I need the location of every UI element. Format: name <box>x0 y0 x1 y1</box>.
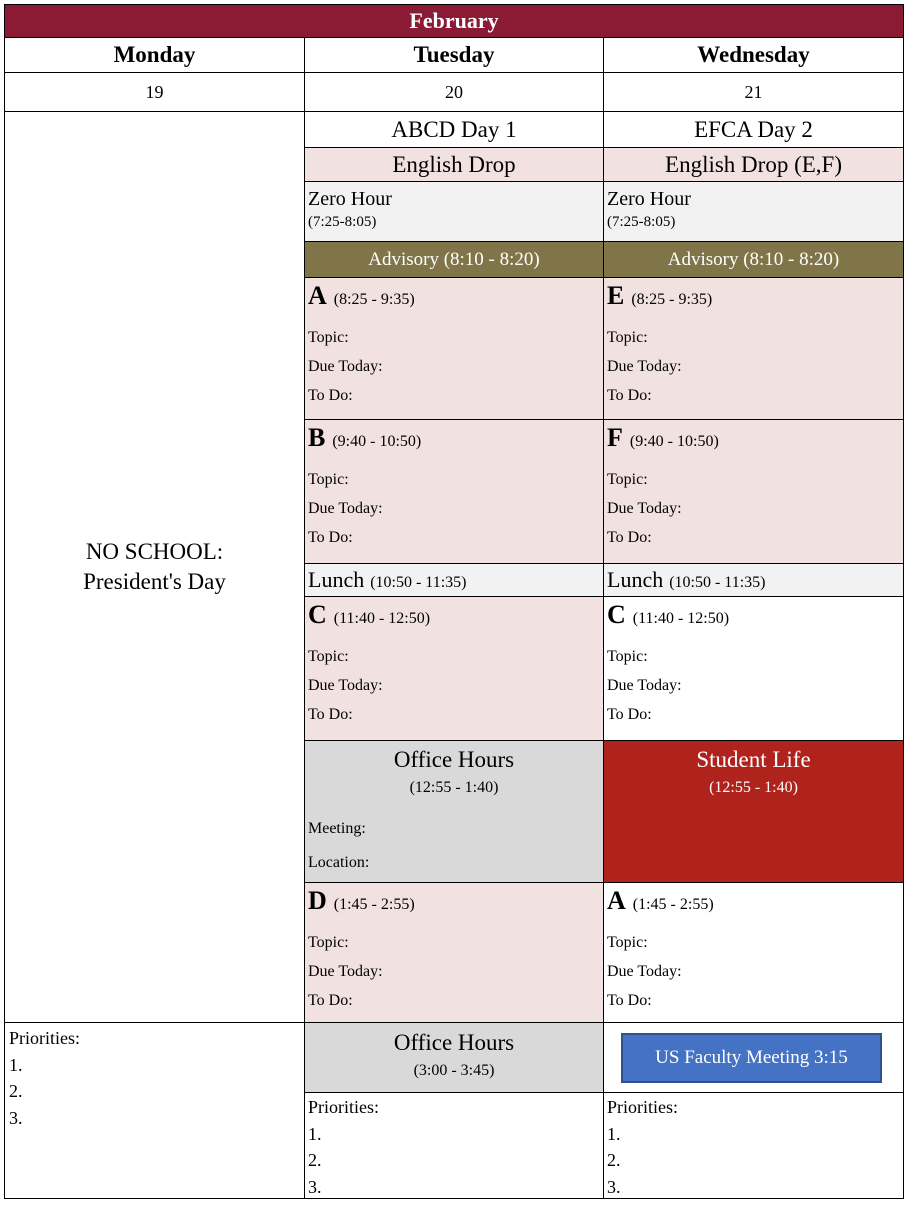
day-type-label: ABCD Day 1 <box>391 116 517 142</box>
month-title-bar <box>4 4 904 38</box>
holiday-name: President's Day <box>83 569 226 594</box>
day-date: 21 <box>744 81 763 102</box>
period-header <box>607 886 900 916</box>
due-today-label: Due Today: <box>607 963 682 980</box>
day-name: Wednesday <box>697 42 810 67</box>
day-type-label: EFCA Day 2 <box>694 116 813 142</box>
period-letter: D <box>308 886 327 915</box>
period-time: (8:25 - 9:35) <box>631 291 713 308</box>
english-drop-label: English Drop <box>392 151 516 177</box>
period-fields <box>308 928 600 1015</box>
period-fields <box>607 465 900 552</box>
period-header <box>308 281 600 311</box>
tuesday-lunch[interactable] <box>304 563 604 597</box>
wednesday-priorities[interactable] <box>603 1092 904 1199</box>
period-fields <box>308 642 600 729</box>
period-fields <box>308 465 600 552</box>
to-do-label: To Do: <box>308 992 353 1009</box>
priorities-label: Priorities: <box>308 1097 379 1117</box>
priority-item: 3. <box>9 1107 23 1128</box>
wednesday-afternoon-cell[interactable] <box>603 1022 904 1093</box>
wednesday-day-type[interactable] <box>603 111 904 148</box>
day-date: 19 <box>145 81 164 102</box>
lunch-line <box>308 567 466 593</box>
period-fields <box>607 928 900 1015</box>
zero-hour-label: Zero Hour <box>308 188 392 210</box>
lunch-label: Lunch <box>308 567 365 592</box>
priority-item: 1. <box>607 1123 621 1144</box>
period-letter: F <box>607 423 623 452</box>
period-letter: B <box>308 423 326 452</box>
period-letter: E <box>607 281 625 310</box>
period-time: (11:40 - 12:50) <box>632 610 730 627</box>
period-time: (9:40 - 10:50) <box>629 433 719 450</box>
wednesday-student-life[interactable] <box>603 740 904 883</box>
period-letter: A <box>607 886 626 915</box>
to-do-label: To Do: <box>607 706 652 723</box>
tuesday-afternoon-office-hours[interactable] <box>304 1022 604 1093</box>
date-cell-wednesday <box>603 72 904 112</box>
to-do-label: To Do: <box>308 387 353 404</box>
zero-hour-time: (7:25-8:05) <box>607 214 676 230</box>
tuesday-period-d[interactable] <box>304 882 604 1023</box>
topic-label: Topic: <box>607 934 648 951</box>
tuesday-zero-hour[interactable] <box>304 181 604 242</box>
period-time: (8:25 - 9:35) <box>333 291 415 308</box>
period-header <box>308 886 600 916</box>
priority-item: 2. <box>9 1081 23 1101</box>
advisory-label: Advisory (8:10 - 8:20) <box>368 248 540 270</box>
priority-item: 3. <box>607 1176 621 1197</box>
day-date: 20 <box>445 81 463 102</box>
english-drop-label: English Drop (E,F) <box>665 151 842 177</box>
period-time: (1:45 - 2:55) <box>632 896 714 913</box>
lunch-line <box>607 567 765 593</box>
period-letter: C <box>308 600 327 629</box>
wednesday-period-c[interactable] <box>603 596 904 741</box>
day-header-tuesday <box>304 37 604 73</box>
tuesday-priorities[interactable] <box>304 1092 604 1199</box>
lunch-label: Lunch <box>607 567 664 592</box>
office-hours-title: Office Hours <box>393 747 515 772</box>
faculty-meeting-button[interactable] <box>621 1033 882 1083</box>
tuesday-day-type[interactable] <box>304 111 604 148</box>
month-title: February <box>409 8 499 33</box>
due-today-label: Due Today: <box>308 677 383 694</box>
due-today-label: Due Today: <box>308 963 383 980</box>
period-letter: A <box>308 281 327 310</box>
tuesday-english-drop[interactable] <box>304 147 604 182</box>
day-name: Tuesday <box>413 42 495 67</box>
period-fields <box>607 642 900 729</box>
monday-priorities[interactable] <box>4 1022 305 1199</box>
wednesday-english-drop[interactable] <box>603 147 904 182</box>
tuesday-office-hours[interactable] <box>304 740 604 883</box>
to-do-label: To Do: <box>607 387 652 404</box>
due-today-label: Due Today: <box>607 677 682 694</box>
priority-item: 3. <box>308 1176 322 1197</box>
period-fields <box>607 323 900 410</box>
period-header <box>607 281 900 311</box>
priorities-label: Priorities: <box>9 1028 80 1048</box>
due-today-label: Due Today: <box>607 358 682 375</box>
to-do-label: To Do: <box>308 529 353 546</box>
period-header <box>308 423 600 453</box>
day-header-monday <box>4 37 305 73</box>
student-life-time: (12:55 - 1:40) <box>709 779 798 796</box>
day-header-wednesday <box>603 37 904 73</box>
period-header <box>607 600 900 630</box>
priority-item: 1. <box>308 1123 322 1144</box>
due-today-label: Due Today: <box>308 500 383 517</box>
date-cell-monday <box>4 72 305 112</box>
priority-item: 2. <box>308 1150 322 1170</box>
lunch-time: (10:50 - 11:35) <box>370 574 467 591</box>
to-do-label: To Do: <box>308 706 353 723</box>
wednesday-advisory[interactable] <box>603 241 904 278</box>
office-hours-time: (3:00 - 3:45) <box>413 1062 495 1079</box>
wednesday-period-f[interactable] <box>603 419 904 564</box>
lunch-time: (10:50 - 11:35) <box>669 574 766 591</box>
to-do-label: To Do: <box>607 529 652 546</box>
period-time: (11:40 - 12:50) <box>333 610 431 627</box>
priorities-label: Priorities: <box>607 1097 678 1117</box>
topic-label: Topic: <box>607 329 648 346</box>
topic-label: Topic: <box>308 648 349 665</box>
tuesday-period-c[interactable] <box>304 596 604 741</box>
faculty-meeting-label: US Faculty Meeting 3:15 <box>655 1047 848 1068</box>
period-fields <box>308 323 600 410</box>
wednesday-zero-hour[interactable] <box>603 181 904 242</box>
due-today-label: Due Today: <box>308 358 383 375</box>
advisory-label: Advisory (8:10 - 8:20) <box>667 248 840 270</box>
tuesday-period-a[interactable] <box>304 277 604 420</box>
office-hours-time: (12:55 - 1:40) <box>409 779 499 796</box>
office-hours-title: Office Hours <box>393 1030 515 1055</box>
topic-label: Topic: <box>308 934 349 951</box>
period-letter: C <box>607 600 626 629</box>
topic-label: Topic: <box>308 471 349 488</box>
priority-item: 1. <box>9 1054 23 1075</box>
period-time: (1:45 - 2:55) <box>333 896 415 913</box>
period-header <box>308 600 600 630</box>
day-name: Monday <box>113 42 196 67</box>
meeting-label: Meeting: <box>308 820 366 837</box>
location-label: Location: <box>308 854 370 871</box>
topic-label: Topic: <box>607 648 648 665</box>
no-school-label: NO SCHOOL: <box>85 539 224 564</box>
period-time: (9:40 - 10:50) <box>332 433 422 450</box>
topic-label: Topic: <box>308 329 349 346</box>
wednesday-period-e[interactable] <box>603 277 904 420</box>
date-cell-tuesday <box>304 72 604 112</box>
tuesday-period-b[interactable] <box>304 419 604 564</box>
wednesday-lunch[interactable] <box>603 563 904 597</box>
priority-item: 2. <box>607 1150 621 1170</box>
zero-hour-time: (7:25-8:05) <box>308 214 377 230</box>
zero-hour-label: Zero Hour <box>607 188 691 210</box>
monday-no-school-cell[interactable] <box>4 111 305 1023</box>
topic-label: Topic: <box>607 471 648 488</box>
period-header <box>607 423 900 453</box>
tuesday-advisory[interactable] <box>304 241 604 278</box>
to-do-label: To Do: <box>607 992 652 1009</box>
wednesday-period-a[interactable] <box>603 882 904 1023</box>
student-life-title: Student Life <box>696 747 811 772</box>
due-today-label: Due Today: <box>607 500 682 517</box>
